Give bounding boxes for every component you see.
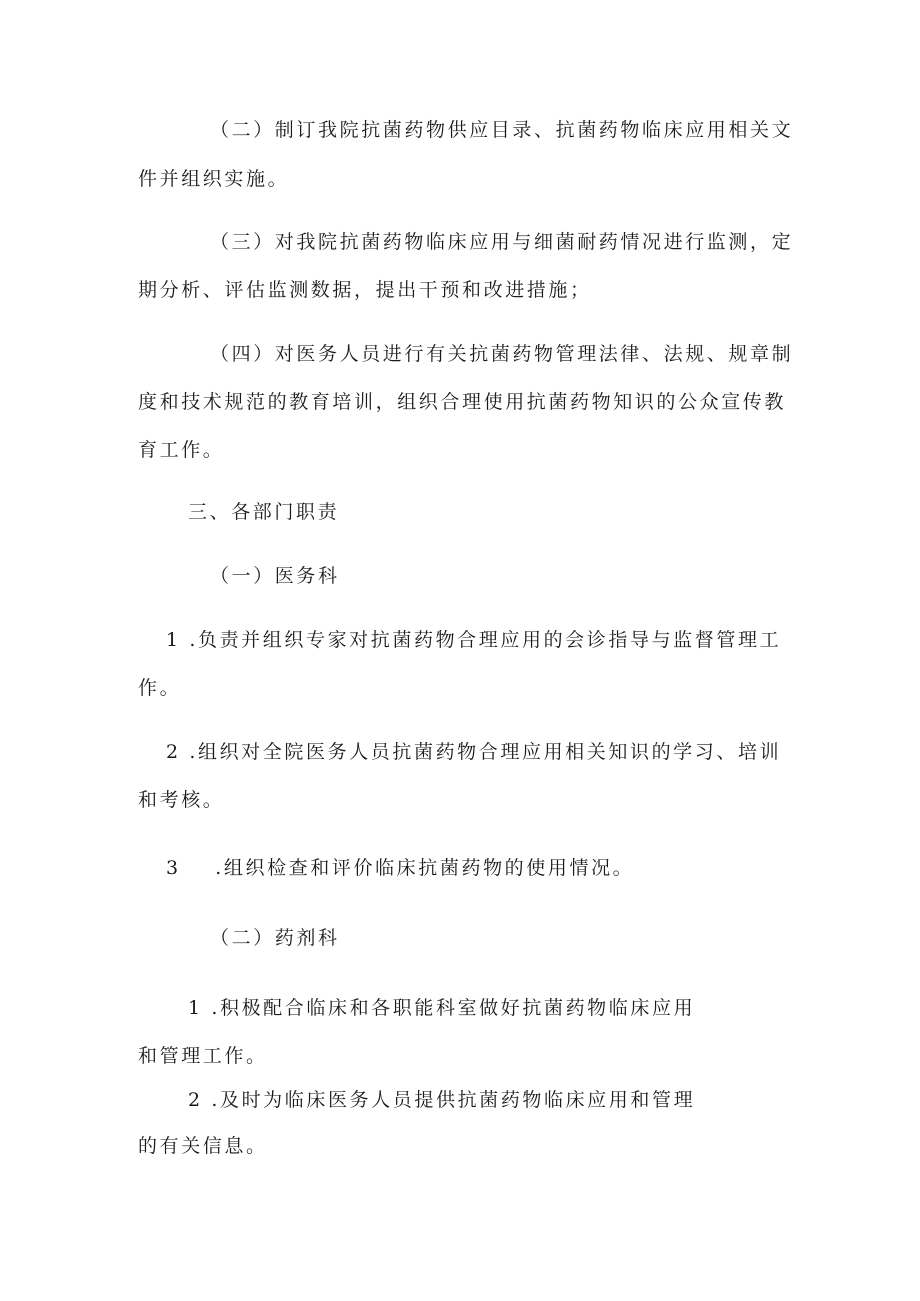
subsection-heading: （一）医务科	[210, 565, 340, 587]
paragraph-line: 的有关信息。	[138, 1135, 268, 1157]
paragraph-line: 期分析、评估监测数据，提出干预和改进措施；	[138, 279, 592, 301]
subsection-heading: （二）药剂科	[210, 927, 340, 949]
paragraph-line: 3 .组织检查和评价临床抗菌药物的使用情况。	[166, 857, 635, 879]
paragraph-line: 2 .及时为临床医务人员提供抗菌药物临床应用和管理	[188, 1089, 696, 1111]
paragraph-line: 作。	[138, 677, 182, 699]
paragraph-line: 1 .负责并组织专家对抗菌药物合理应用的会诊指导与监督管理工	[166, 629, 782, 651]
paragraph-line: （二）制订我院抗菌药物供应目录、抗菌药物临床应用相关文	[210, 119, 794, 141]
section-heading: 三、各部门职责	[188, 501, 340, 523]
paragraph-line: 件并组织实施。	[138, 168, 290, 190]
paragraph-line: 育工作。	[138, 439, 225, 461]
paragraph-line: 2 .组织对全院医务人员抗菌药物合理应用相关知识的学习、培训	[166, 741, 782, 763]
paragraph-line: 度和技术规范的教育培训，组织合理使用抗菌药物知识的公众宣传教	[138, 391, 787, 413]
paragraph-line: （四）对医务人员进行有关抗菌药物管理法律、法规、规章制	[210, 343, 794, 365]
paragraph-line: 和考核。	[138, 789, 225, 811]
paragraph-line: 1 .积极配合临床和各职能科室做好抗菌药物临床应用	[188, 997, 696, 1019]
paragraph-line: 和管理工作。	[138, 1045, 268, 1067]
paragraph-line: （三）对我院抗菌药物临床应用与细菌耐药情况进行监测，定	[210, 231, 794, 253]
